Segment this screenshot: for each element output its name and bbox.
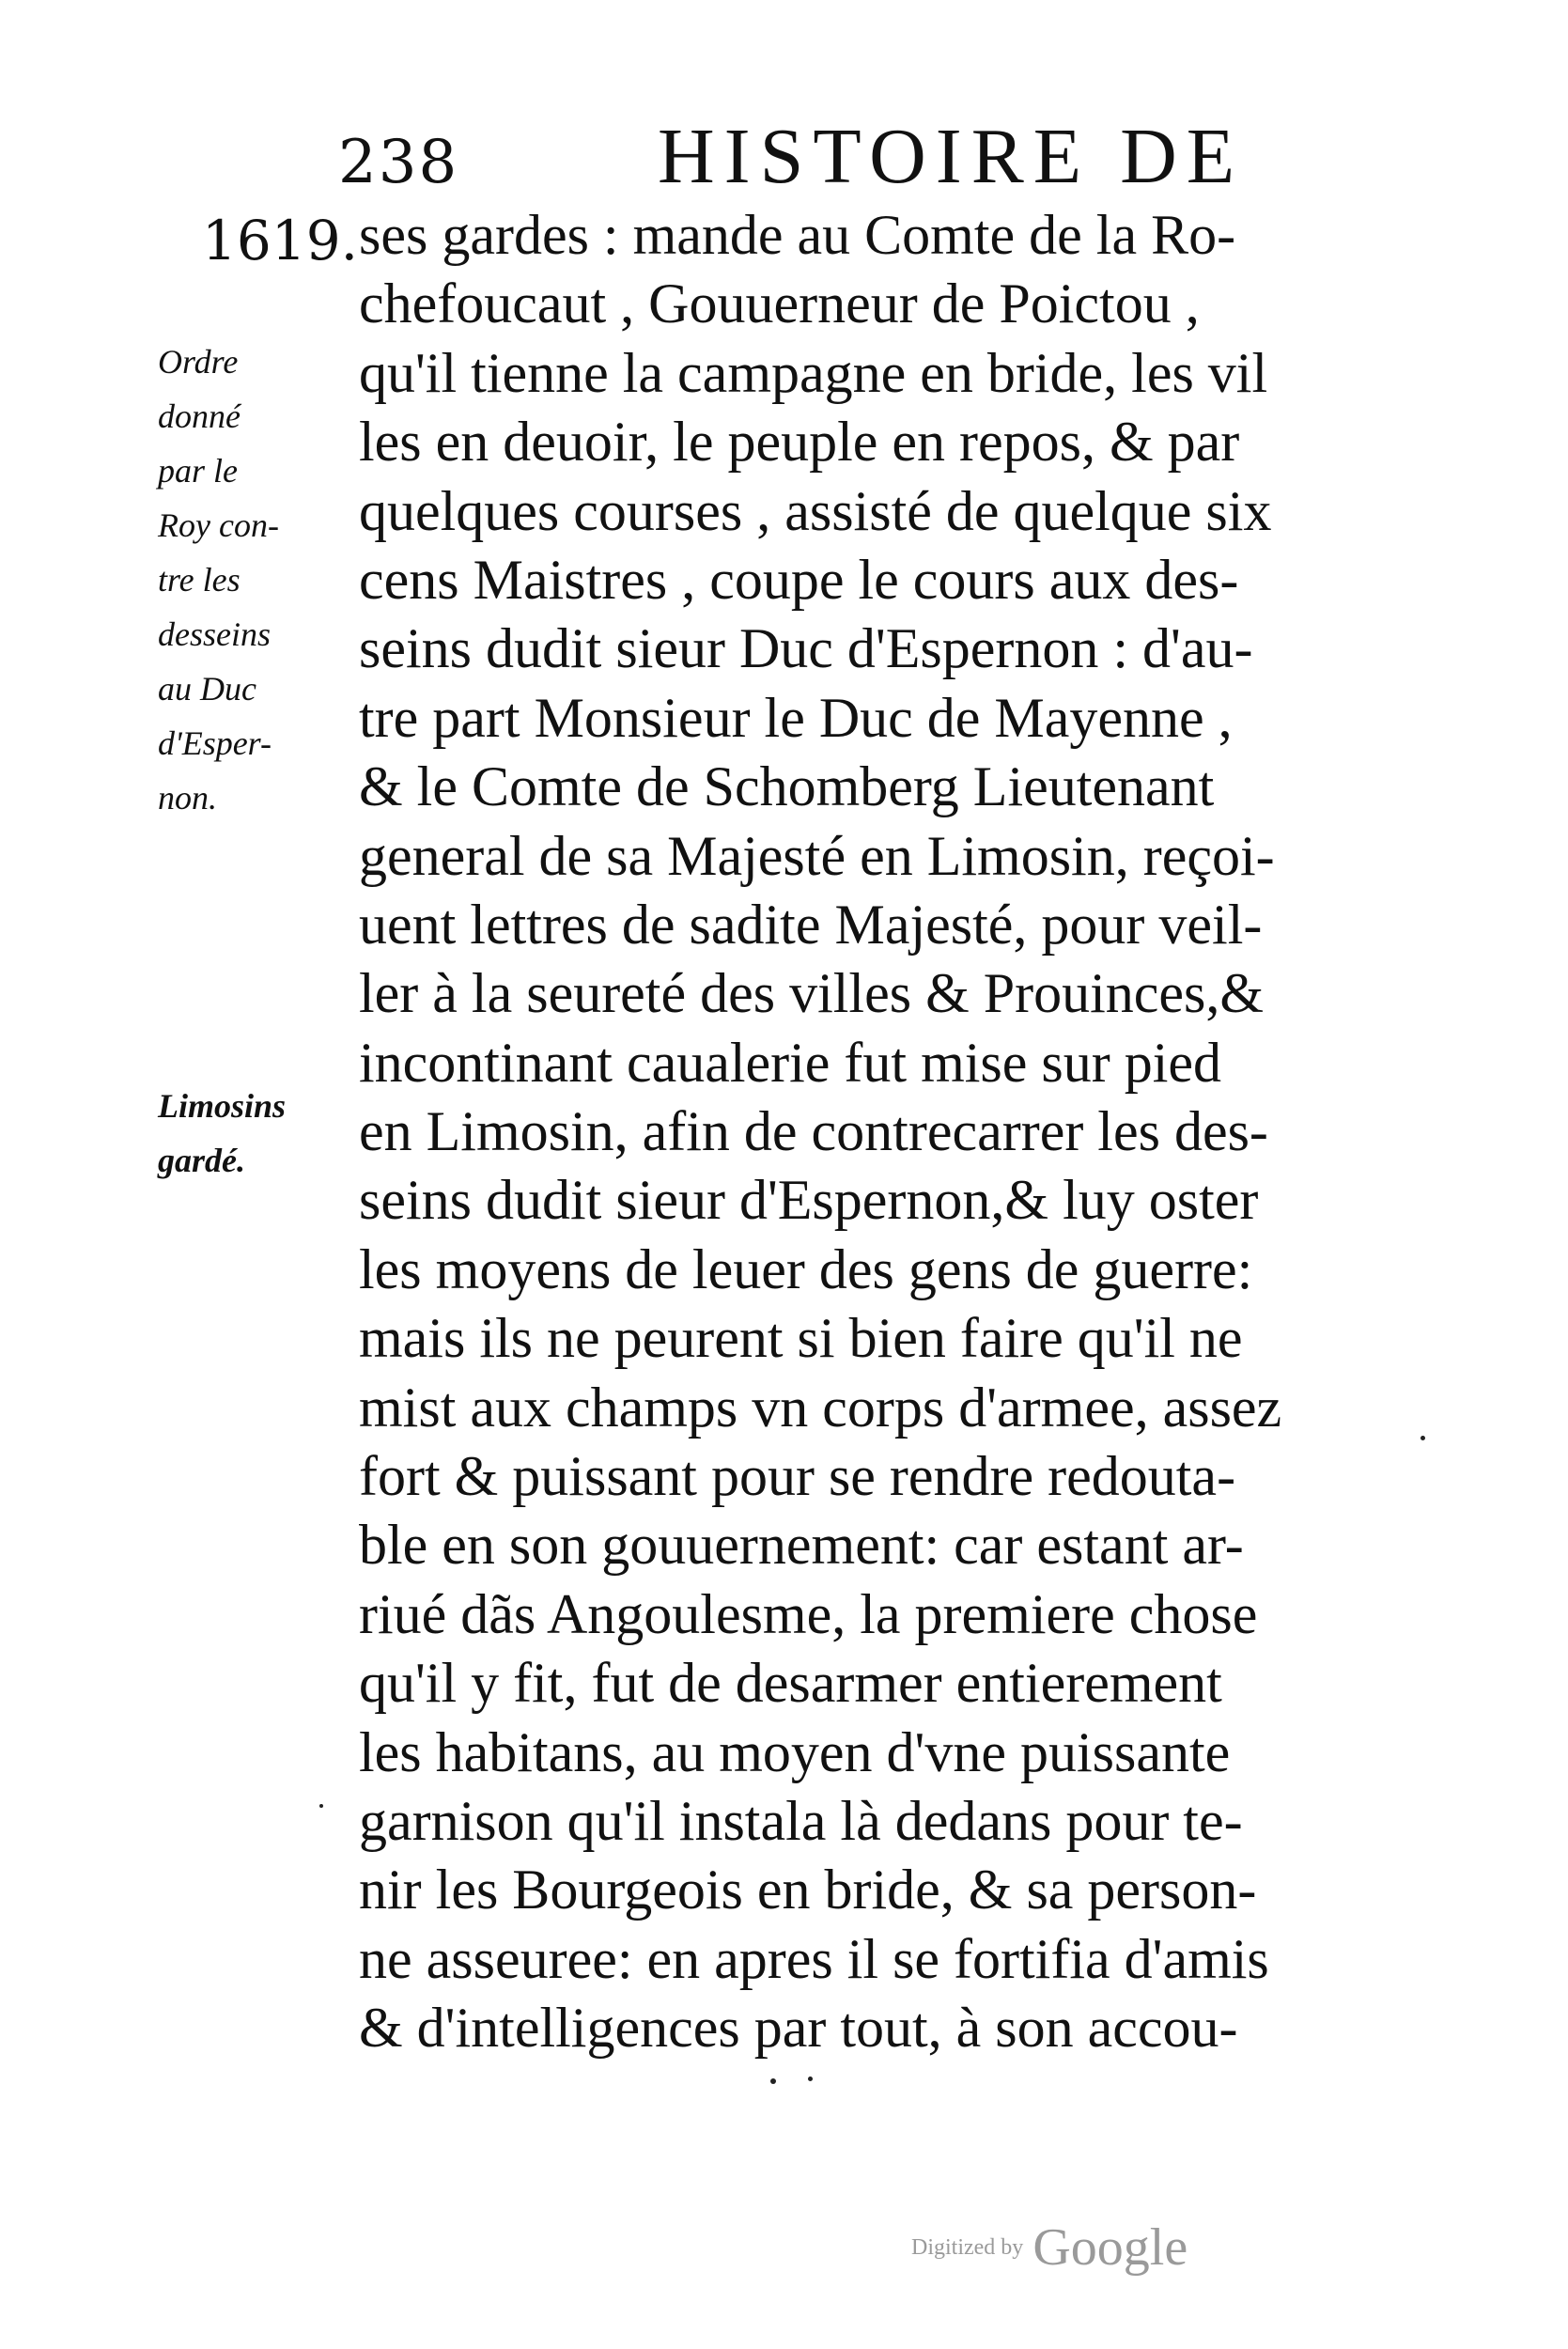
google-logo: Google [1032,2218,1188,2277]
page-number: 238 [338,128,459,197]
text-line: seins dudit sieur Duc d'Espernon : d'au- [359,617,1253,680]
margin-note-line: par le [158,452,238,490]
running-title: HISTOIRE DE [658,113,1245,200]
ink-speck [319,1804,323,1808]
text-line: fort & puissant pour se rendre redouta- [359,1445,1236,1508]
text-line: garnison qu'il instala là dedans pour te- [359,1789,1243,1852]
text-line: & d'intelligences par tout, à son accou- [359,1997,1238,2060]
text-line: ble en son gouuernement: car estant ar- [359,1514,1244,1577]
margin-note-line: Limosins [158,1087,287,1125]
margin-note-limosins [158,1079,286,1188]
text-line: uent lettres de sadite Majesté, pour veil- [359,893,1263,956]
text-line: chefoucaut , Gouuerneur de Poictou , [359,272,1200,335]
page-header [338,111,1278,214]
text-line: ler à la seureté des villes & Prouinces,& [359,962,1265,1025]
margin-note-line: au Duc [158,670,256,708]
margin-note-line: donné [158,397,241,435]
text-line: mist aux champs vn corps d'armee, assez [359,1376,1282,1439]
ink-speck [1421,1436,1425,1440]
text-line: ses gardes : mande au Comte de la Ro- [359,204,1236,266]
text-line: incontinant caualerie fut mise sur pied [359,1031,1222,1094]
text-line: les moyens de leuer des gens de guerre: [359,1237,1253,1300]
margin-note-line: desseins [158,615,271,653]
text-line: tre part Monsieur le Duc de Mayenne , [359,686,1233,749]
ink-speck [770,2078,776,2084]
text-line: mais ils ne peurent si bien faire qu'il ne [359,1307,1243,1370]
text-line: seins dudit sieur d'Espernon,& luy oster [359,1169,1259,1232]
text-line: & le Comte de Schomberg Lieutenant [359,755,1215,818]
margin-note-line: tre les [158,561,241,599]
text-line: les en deuoir, le peuple en repos, & par [359,411,1240,474]
margin-note-line: d'Esper- [158,724,272,762]
text-line: ne asseuree: en apres il se fortifia d'amis [359,1927,1269,1990]
text-line: qu'il y fit, fut de desarmer entierement [359,1652,1222,1715]
text-line: qu'il tienne la campagne en bride, les vil [359,341,1268,404]
margin-note-line: non. [158,779,217,817]
text-line: quelques courses , assisté de quelque six [359,479,1272,542]
text-line: en Limosin, afin de contrecarrer les des- [359,1100,1268,1163]
text-line: nir les Bourgeois en bride, & sa person- [359,1859,1257,1921]
text-line: general de sa Majesté en Limosin, reçoi- [359,824,1275,887]
margin-note-line: Roy con- [158,506,279,544]
text-line: riué dãs Angoulesme, la premiere chose [359,1582,1258,1645]
margin-note-ordre [158,334,279,825]
digitized-by-google-mark [911,2217,1188,2278]
margin-note-line: Ordre [158,343,239,381]
text-line: cens Maistres , coupe le cours aux des- [359,548,1239,611]
digitized-label: Digitized by [911,2234,1024,2260]
margin-year: 1619. [202,209,359,272]
margin-note-line: gardé. [158,1142,245,1179]
ink-speck [808,2077,813,2081]
body-text [359,201,1392,2063]
text-line: les habitans, au moyen d'vne puissante [359,1720,1231,1783]
